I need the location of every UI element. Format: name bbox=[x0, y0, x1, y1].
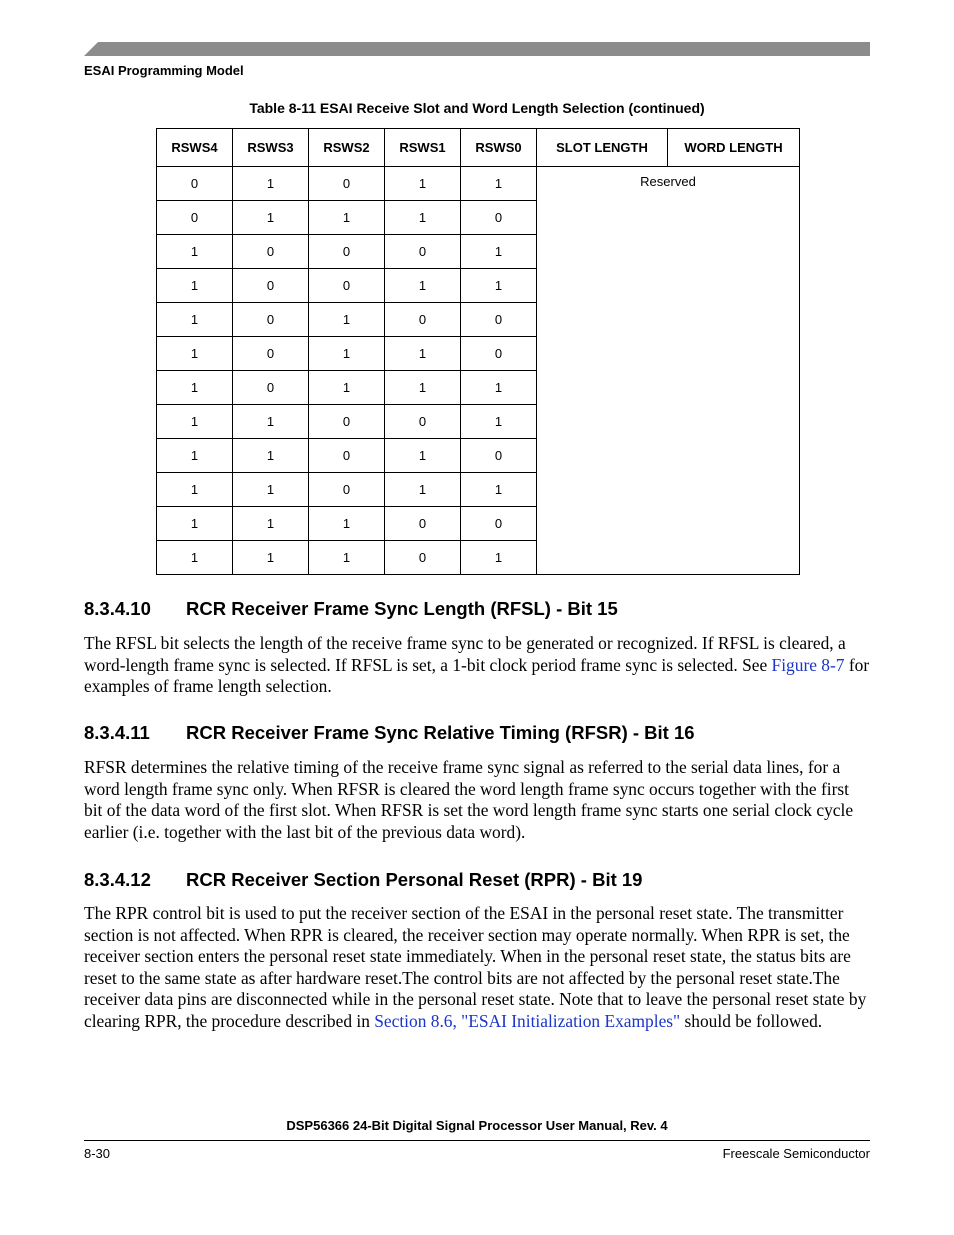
section-heading bbox=[84, 598, 618, 620]
table-cell: 0 bbox=[233, 235, 309, 269]
table-cell: 1 bbox=[157, 337, 233, 371]
table-cell: 1 bbox=[157, 541, 233, 575]
table-cell: 0 bbox=[385, 405, 461, 439]
section-link[interactable]: Section 8.6, "ESAI Initialization Examples" bbox=[374, 1010, 681, 1031]
table-cell: 1 bbox=[309, 337, 385, 371]
table-cell: 1 bbox=[385, 201, 461, 235]
table-cell: 0 bbox=[309, 269, 385, 303]
table-cell: 1 bbox=[461, 473, 537, 507]
table-cell: 1 bbox=[233, 439, 309, 473]
table-cell: 1 bbox=[385, 167, 461, 201]
table-cell: 0 bbox=[385, 507, 461, 541]
header-bar bbox=[84, 42, 870, 56]
paragraph-text: The RPR control bit is used to put the receiver section of the ESAI in the personal reset state. The transmitter section is not affected. When RPR is cleared, the receiver section may operate normally. When RPR is set, the receiver section enters the personal reset state immediately. When in the personal reset state, the status bits are reset to the same state as after hardware reset.The control bits are not affected by the personal reset state.The receiver data pins are disconnected while in the personal reset state. Note that to leave the personal reset state by clearing RPR, the procedure described in bbox=[84, 903, 867, 1031]
table-cell: 0 bbox=[385, 303, 461, 337]
section-heading bbox=[84, 722, 695, 744]
column-header: RSWS0 bbox=[461, 129, 537, 167]
section-paragraph: RFSR determines the relative timing of the receive frame sync signal as referred to the serial data lines, for a word length frame sync only. When RFSR is cleared the word length frame sync occurs together with the first bit of the data word of the first slot. When RFSR is set the word length frame sync starts one serial clock cycle earlier (i.e. together with the last bit of the previous data word). bbox=[84, 757, 854, 842]
table-cell: 1 bbox=[233, 507, 309, 541]
table-cell: 0 bbox=[233, 371, 309, 405]
table-cell: 1 bbox=[157, 473, 233, 507]
table-cell: 1 bbox=[157, 269, 233, 303]
table-cell: 1 bbox=[157, 235, 233, 269]
column-header: SLOT LENGTH bbox=[537, 129, 668, 167]
column-header: WORD LENGTH bbox=[668, 129, 800, 167]
slot-length-table bbox=[156, 128, 800, 575]
table-cell: 1 bbox=[385, 439, 461, 473]
table-cell: 1 bbox=[233, 405, 309, 439]
table-cell: 1 bbox=[309, 507, 385, 541]
table-cell: 1 bbox=[233, 541, 309, 575]
table-cell: 1 bbox=[385, 337, 461, 371]
paragraph-text: for examples of frame length selection. bbox=[84, 654, 870, 696]
table-cell: 1 bbox=[461, 371, 537, 405]
section-paragraph bbox=[84, 903, 870, 1032]
section-title: RCR Receiver Frame Sync Relative Timing (RFSR) - Bit 16 bbox=[186, 722, 695, 743]
page-number: 8-30 bbox=[84, 1146, 111, 1161]
table-cell: 1 bbox=[157, 371, 233, 405]
figure-link[interactable]: Figure 8-7 bbox=[771, 654, 845, 675]
table-cell: 0 bbox=[233, 269, 309, 303]
table-cell: 1 bbox=[309, 371, 385, 405]
table-cell: 1 bbox=[157, 303, 233, 337]
table-cell: 0 bbox=[385, 541, 461, 575]
section-number: 8.3.4.10 bbox=[84, 598, 151, 619]
section-title: RCR Receiver Section Personal Reset (RPR) - Bit 19 bbox=[186, 869, 643, 890]
table-cell: 0 bbox=[309, 405, 385, 439]
footer-divider bbox=[84, 1140, 870, 1141]
table-row bbox=[157, 167, 800, 201]
running-title: ESAI Programming Model bbox=[84, 63, 244, 78]
table-cell: 0 bbox=[309, 473, 385, 507]
table-cell: 1 bbox=[461, 541, 537, 575]
column-header: RSWS3 bbox=[233, 129, 309, 167]
table-cell: 0 bbox=[309, 167, 385, 201]
table-cell: 1 bbox=[233, 167, 309, 201]
table-cell: 0 bbox=[157, 167, 233, 201]
table-cell: 0 bbox=[461, 303, 537, 337]
section-title: RCR Receiver Frame Sync Length (RFSL) - Bit 15 bbox=[186, 598, 618, 619]
table-cell: 1 bbox=[461, 405, 537, 439]
column-header: RSWS2 bbox=[309, 129, 385, 167]
section-paragraph bbox=[84, 633, 870, 698]
paragraph-text: should be followed. bbox=[680, 1010, 823, 1031]
table-cell: 1 bbox=[309, 201, 385, 235]
table-cell: 0 bbox=[233, 337, 309, 371]
table-cell: 1 bbox=[233, 201, 309, 235]
reserved-cell: Reserved bbox=[537, 167, 800, 575]
table-cell: 1 bbox=[157, 507, 233, 541]
table-header-row bbox=[157, 129, 800, 167]
table-cell: 1 bbox=[385, 269, 461, 303]
column-header: RSWS1 bbox=[385, 129, 461, 167]
column-header: RSWS4 bbox=[157, 129, 233, 167]
section-heading bbox=[84, 869, 642, 891]
table-cell: 0 bbox=[157, 201, 233, 235]
table-cell: 0 bbox=[309, 439, 385, 473]
table-cell: 1 bbox=[157, 405, 233, 439]
table-cell: 1 bbox=[385, 371, 461, 405]
section-number: 8.3.4.11 bbox=[84, 722, 150, 743]
table-cell: 1 bbox=[309, 303, 385, 337]
table-cell: 0 bbox=[461, 507, 537, 541]
section-number: 8.3.4.12 bbox=[84, 869, 151, 890]
table-cell: 1 bbox=[461, 269, 537, 303]
table-cell: 1 bbox=[461, 235, 537, 269]
paragraph-text: The RFSL bit selects the length of the receive frame sync to be generated or recognized. If RFSL is cleared, a word-length frame sync is selected. If RFSL is set, a 1-bit clock period frame sync is selected. See bbox=[84, 633, 846, 675]
table-cell: 1 bbox=[233, 473, 309, 507]
table-cell: 0 bbox=[385, 235, 461, 269]
table-cell: 0 bbox=[461, 201, 537, 235]
table-cell: 0 bbox=[233, 303, 309, 337]
table-cell: 1 bbox=[461, 167, 537, 201]
table-cell: 1 bbox=[309, 541, 385, 575]
table-cell: 1 bbox=[385, 473, 461, 507]
table-cell: 1 bbox=[157, 439, 233, 473]
table-cell: 0 bbox=[461, 439, 537, 473]
table-cell: 0 bbox=[461, 337, 537, 371]
table-caption: Table 8-11 ESAI Receive Slot and Word Length Selection (continued) bbox=[249, 100, 705, 116]
company-name: Freescale Semiconductor bbox=[722, 1146, 870, 1161]
table-cell: 0 bbox=[309, 235, 385, 269]
footer-title: DSP56366 24-Bit Digital Signal Processor User Manual, Rev. 4 bbox=[286, 1118, 668, 1133]
